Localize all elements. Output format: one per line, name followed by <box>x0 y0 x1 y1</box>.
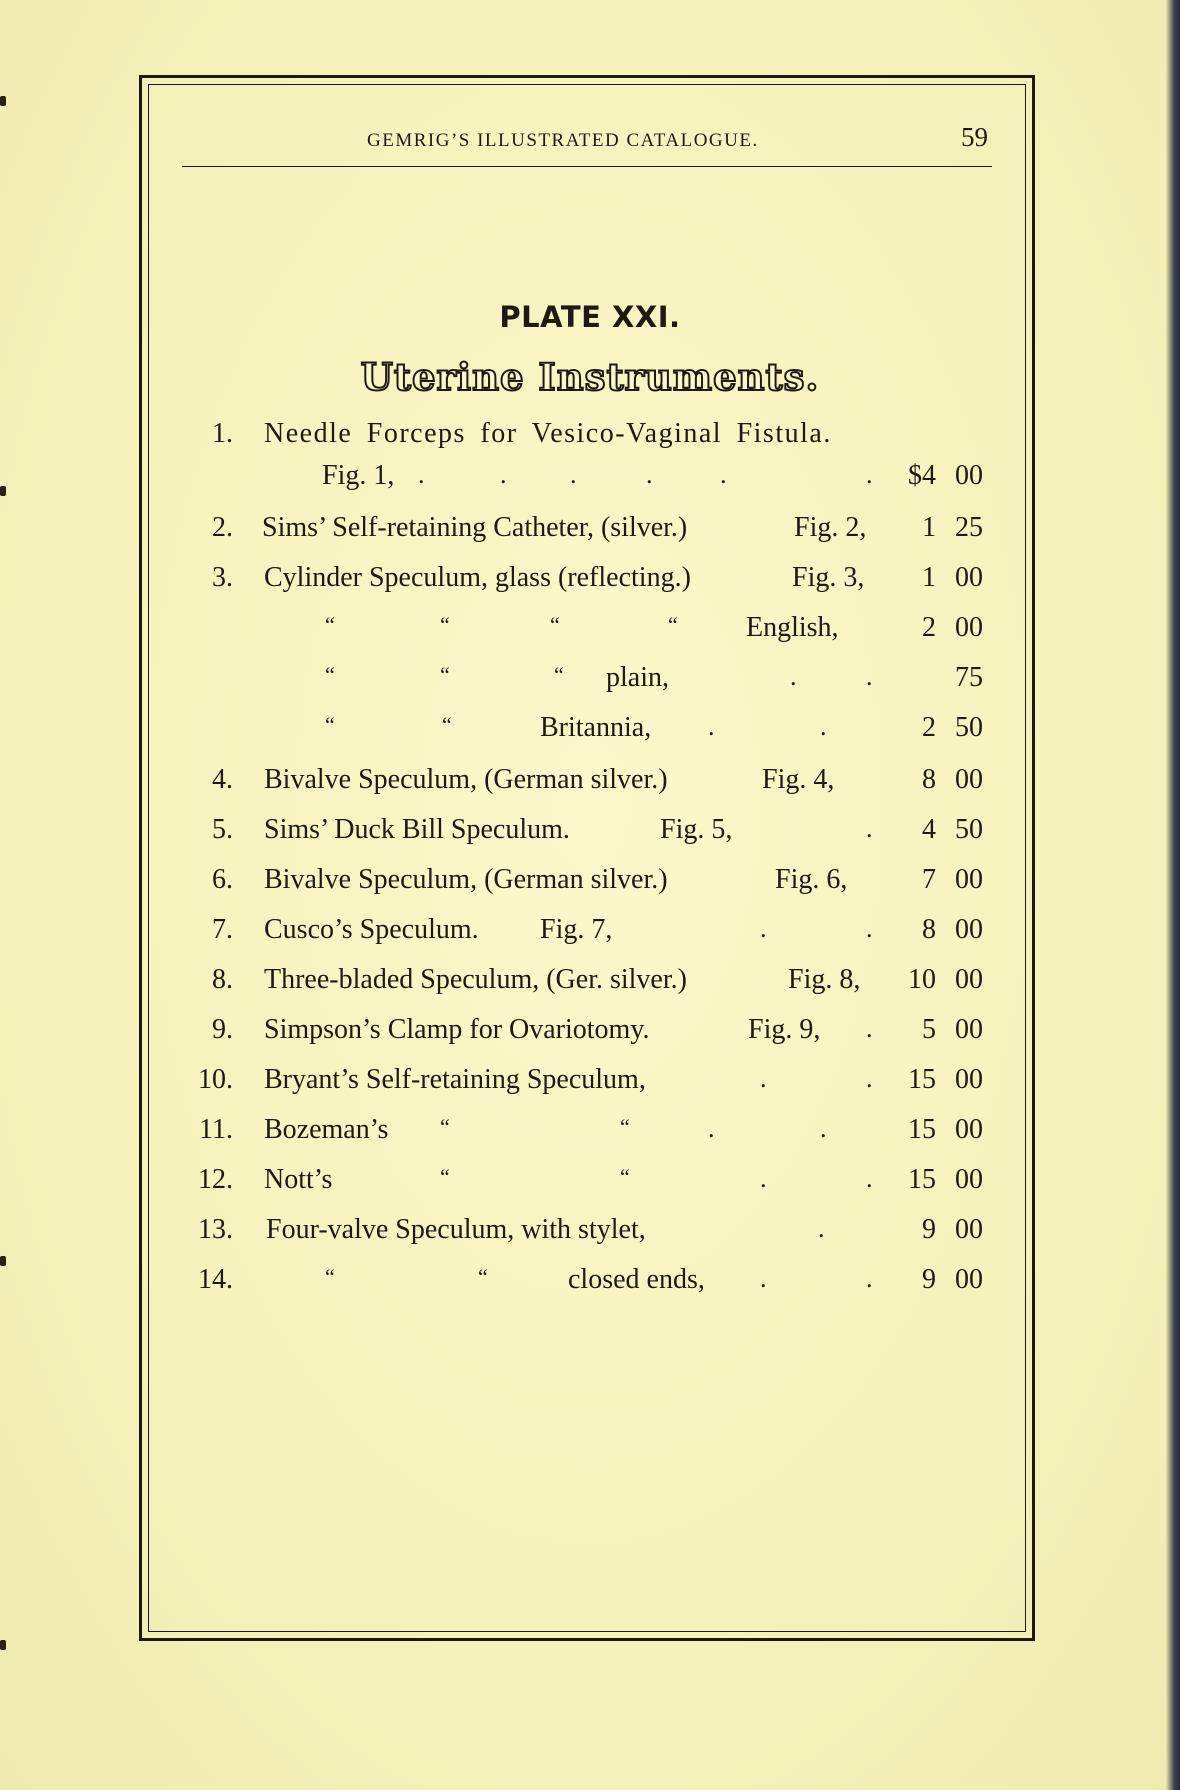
price-dollars: 10 <box>908 964 936 995</box>
item-number: 12. <box>198 1164 233 1195</box>
item-description: Nott’s <box>264 1164 333 1195</box>
price-cents: 00 <box>955 1014 983 1045</box>
leader-dot: . <box>818 1214 825 1243</box>
item-number: 4. <box>212 764 233 795</box>
list-item <box>0 712 1180 752</box>
ditto-mark: “ <box>440 1114 450 1139</box>
figure-reference: Fig. 5, <box>660 814 733 845</box>
page-number: 59 <box>961 122 988 152</box>
leader-dot: . <box>820 712 827 741</box>
price-cents: 50 <box>955 814 983 845</box>
leader-dot: . <box>866 460 873 489</box>
ditto-mark: “ <box>440 662 450 687</box>
price-dollars: 15 <box>908 1064 936 1095</box>
leader-dot: . <box>866 662 873 691</box>
item-description: Needle Forceps for Vesico-Vaginal Fistula. <box>264 418 832 449</box>
item-description: Cusco’s Speculum. <box>264 914 479 945</box>
list-item <box>0 1114 1180 1154</box>
leader-dot: . <box>720 460 727 489</box>
list-item <box>0 814 1180 854</box>
price-cents: 00 <box>955 1264 983 1295</box>
running-title: GEMRIG’S ILLUSTRATED CATALOGUE. <box>367 130 759 151</box>
list-item <box>0 512 1180 552</box>
leader-dot: . <box>646 460 653 489</box>
item-description: Britannia, <box>540 712 652 743</box>
ditto-mark: “ <box>442 712 452 737</box>
price-dollars: 1 <box>922 562 936 593</box>
ditto-mark: “ <box>620 1164 630 1189</box>
list-item <box>0 612 1180 652</box>
price-dollars: $4 <box>908 460 936 491</box>
item-number: 5. <box>212 814 233 845</box>
item-description: Sims’ Self-retaining Catheter, (silver.) <box>262 512 688 543</box>
item-description: Four-valve Speculum, with stylet, <box>266 1214 646 1245</box>
leader-dot: . <box>866 814 873 843</box>
price-cents: 00 <box>955 1114 983 1145</box>
figure-reference: Fig. 8, <box>788 964 861 995</box>
figure-reference: Fig. 6, <box>775 864 848 895</box>
leader-dot: . <box>866 1014 873 1043</box>
ditto-mark: “ <box>440 1164 450 1189</box>
price-cents: 00 <box>955 964 983 995</box>
price-cents: 00 <box>955 1164 983 1195</box>
ditto-mark: “ <box>550 612 560 637</box>
price-dollars: 2 <box>922 612 936 643</box>
price-dollars: 4 <box>922 814 936 845</box>
list-item <box>0 1064 1180 1104</box>
item-description: Simpson’s Clamp for Ovariotomy. <box>264 1014 650 1045</box>
price-cents: 00 <box>955 460 983 491</box>
list-item <box>0 1264 1180 1304</box>
item-number: 6. <box>212 864 233 895</box>
ditto-mark: “ <box>325 1264 335 1289</box>
price-cents: 00 <box>955 764 983 795</box>
price-cents: 50 <box>955 712 983 743</box>
margin-mark <box>0 96 6 106</box>
ditto-mark: “ <box>325 612 335 637</box>
price-cents: 00 <box>955 1064 983 1095</box>
price-cents: 00 <box>955 562 983 593</box>
item-description: Three-bladed Speculum, (Ger. silver.) <box>264 964 687 995</box>
leader-dot: . <box>708 712 715 741</box>
leader-dot: . <box>866 914 873 943</box>
list-item <box>0 864 1180 904</box>
leader-dot: . <box>570 460 577 489</box>
ditto-mark: “ <box>478 1264 488 1289</box>
leader-dot: . <box>760 1064 767 1093</box>
ditto-mark: “ <box>440 612 450 637</box>
ditto-mark: “ <box>620 1114 630 1139</box>
price-cents: 00 <box>955 1214 983 1245</box>
leader-dot: . <box>866 1064 873 1093</box>
item-description: English, <box>746 612 839 643</box>
ditto-mark: “ <box>668 612 678 637</box>
figure-reference: Fig. 9, <box>748 1014 821 1045</box>
figure-reference: Fig. 2, <box>794 512 867 543</box>
price-cents: 75 <box>955 662 983 693</box>
price-dollars: 15 <box>908 1114 936 1145</box>
item-description: Fig. 1, <box>322 460 395 491</box>
item-number: 2. <box>212 512 233 543</box>
item-number: 11. <box>199 1114 233 1145</box>
price-dollars: 9 <box>922 1214 936 1245</box>
price-cents: 00 <box>955 914 983 945</box>
figure-reference: Fig. 4, <box>762 764 835 795</box>
item-description: Sims’ Duck Bill Speculum. <box>264 814 570 845</box>
item-number: 8. <box>212 964 233 995</box>
list-item <box>0 562 1180 602</box>
item-description: Cylinder Speculum, glass (reflecting.) <box>264 562 691 593</box>
ditto-mark: “ <box>325 662 335 687</box>
item-description: plain, <box>606 662 669 693</box>
price-dollars: 15 <box>908 1164 936 1195</box>
leader-dot: . <box>708 1114 715 1143</box>
price-dollars: 5 <box>922 1014 936 1045</box>
item-number: 9. <box>212 1014 233 1045</box>
item-description: Bivalve Speculum, (German silver.) <box>264 864 668 895</box>
leader-dot: . <box>418 460 425 489</box>
price-dollars: 2 <box>922 712 936 743</box>
price-cents: 00 <box>955 864 983 895</box>
item-number: 1. <box>212 418 233 449</box>
list-item <box>0 662 1180 702</box>
item-description: Bivalve Speculum, (German silver.) <box>264 764 668 795</box>
plate-title: PLATE XXI. <box>499 300 681 334</box>
item-number: 14. <box>198 1264 233 1295</box>
leader-dot: . <box>820 1114 827 1143</box>
ditto-mark: “ <box>325 712 335 737</box>
item-description: Bozeman’s <box>264 1114 389 1145</box>
figure-reference: Fig. 3, <box>792 562 865 593</box>
leader-dot: . <box>760 1164 767 1193</box>
price-cents: 25 <box>955 512 983 543</box>
item-description: closed ends, <box>568 1264 705 1295</box>
running-head <box>182 122 992 167</box>
price-dollars: 8 <box>922 764 936 795</box>
leader-dot: . <box>760 1264 767 1293</box>
leader-dot: . <box>866 1264 873 1293</box>
item-description: Bryant’s Self-retaining Speculum, <box>264 1064 646 1095</box>
list-item <box>0 964 1180 1004</box>
price-dollars: 8 <box>922 914 936 945</box>
price-dollars: 9 <box>922 1264 936 1295</box>
list-item <box>0 460 1180 500</box>
item-number: 13. <box>198 1214 233 1245</box>
leader-dot: . <box>760 914 767 943</box>
margin-mark <box>0 1640 6 1650</box>
leader-dot: . <box>500 460 507 489</box>
leader-dot: . <box>790 662 797 691</box>
list-item <box>0 914 1180 954</box>
item-number: 7. <box>212 914 233 945</box>
list-item <box>0 1214 1180 1254</box>
price-dollars: 1 <box>922 512 936 543</box>
list-item <box>0 764 1180 804</box>
figure-reference: Fig. 7, <box>540 914 613 945</box>
ditto-mark: “ <box>554 662 564 687</box>
section-title: Uterine Instruments. <box>360 355 820 399</box>
price-dollars: 7 <box>922 864 936 895</box>
price-cents: 00 <box>955 612 983 643</box>
item-number: 10. <box>198 1064 233 1095</box>
list-item <box>0 1014 1180 1054</box>
list-item <box>0 1164 1180 1204</box>
leader-dot: . <box>866 1164 873 1193</box>
item-number: 3. <box>212 562 233 593</box>
list-item <box>0 418 1180 458</box>
